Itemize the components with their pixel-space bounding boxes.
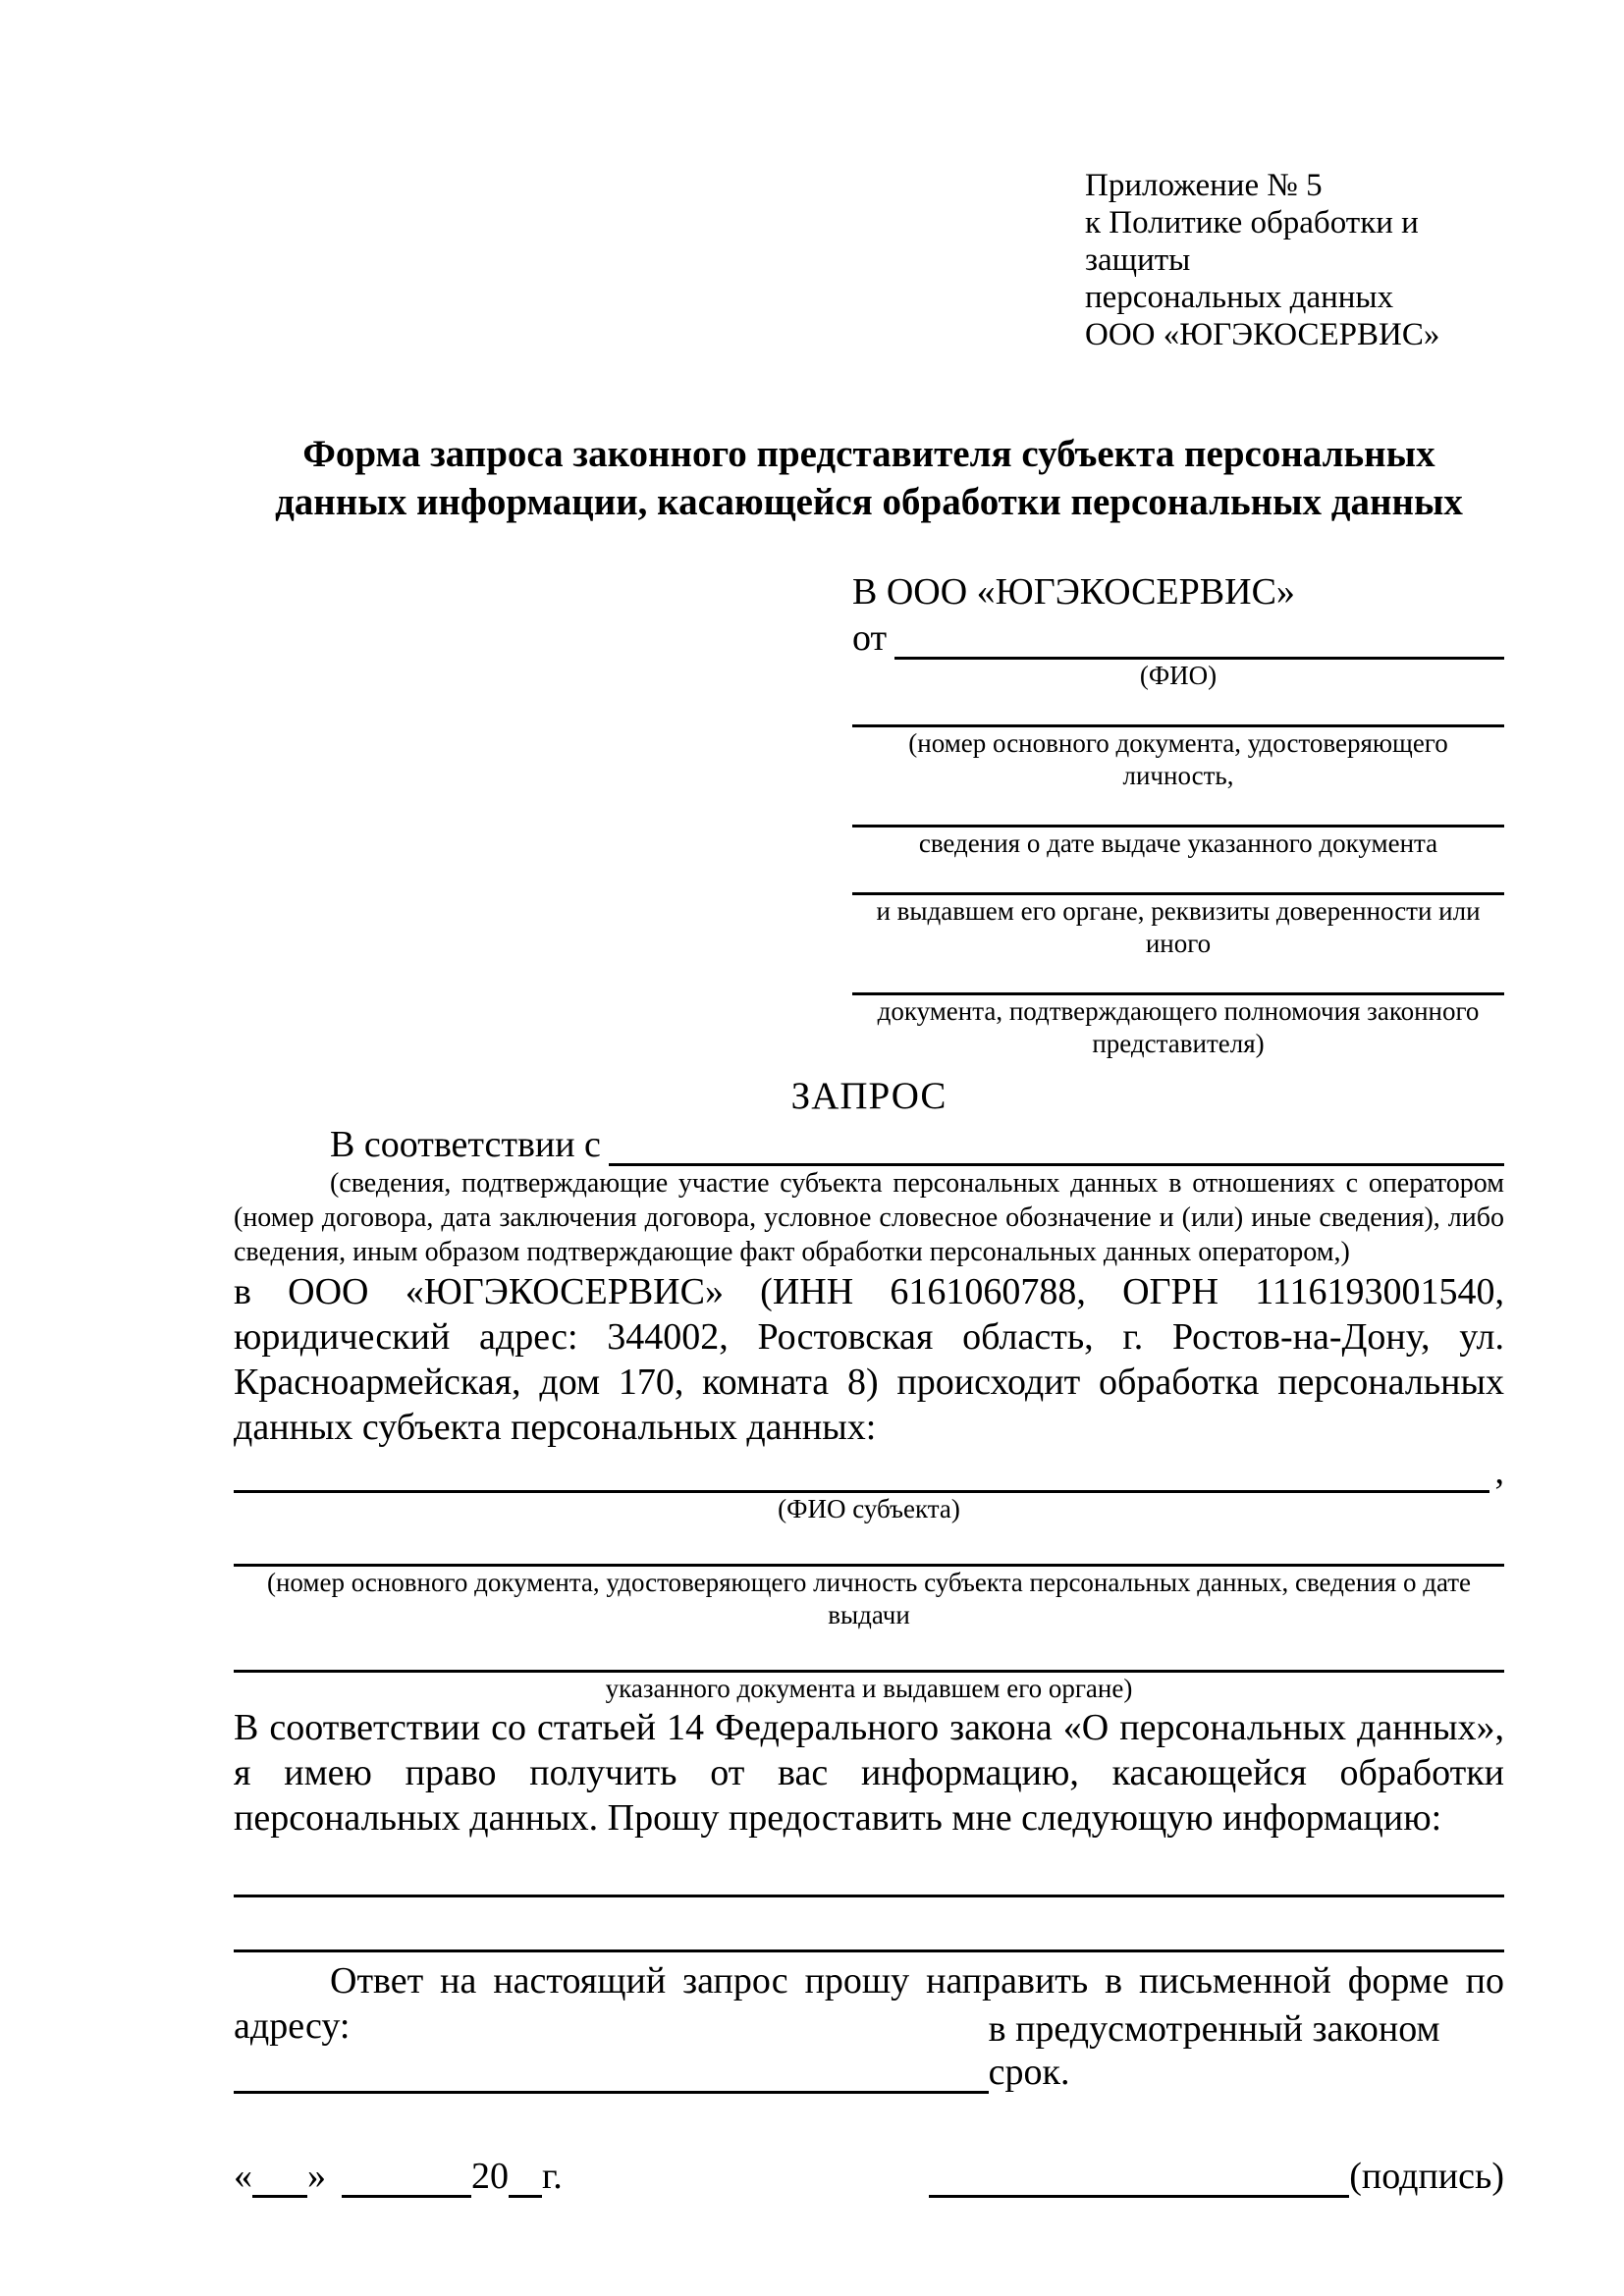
day-blank-field — [252, 2193, 307, 2198]
answer-address-row — [234, 2008, 1504, 2094]
appendix-header-line-1: Приложение № 5 — [1085, 168, 1323, 203]
appendix-header-line-4: ООО «ЮГЭКОСЕРВИС» — [1085, 317, 1440, 352]
date-field — [234, 2155, 563, 2198]
answer-paragraph: Ответ на настоящий запрос прошу направить в письменной форме по адресу: — [234, 1960, 1504, 2047]
from-label: от — [852, 617, 888, 659]
from-row — [852, 614, 1504, 660]
law-paragraph: В соответствии со статьей 14 Федерального закона «О персональных данных», я имею право получить от вас информацию, касающейся обработки персональных данных. Прошу предоставить мне следующую информацию: — [234, 1707, 1504, 1839]
document-number-blank-field — [852, 692, 1504, 727]
authority-document-blank-field — [852, 960, 1504, 995]
document-content — [234, 0, 1504, 2198]
caption-subject-fio: (ФИО субъекта) — [778, 1494, 960, 1523]
year-blank-field — [509, 2193, 542, 2198]
signature-caption: (подпись) — [1349, 2156, 1504, 2197]
year-suffix: г. — [542, 2156, 563, 2197]
appendix-header-line-3: персональных данных — [1085, 280, 1394, 315]
addressee-block — [852, 569, 1504, 1060]
caption-fio: (ФИО) — [1139, 661, 1218, 690]
month-blank-field — [342, 2193, 471, 2198]
caption-subject-document-1: (номер основного документа, удостоверяющего личность субъекта персональных данных, сведения о дате выдачи — [266, 1568, 1472, 1629]
issue-date-blank-field — [852, 792, 1504, 828]
issuing-authority-blank-field — [852, 860, 1504, 895]
accordance-row — [234, 1121, 1504, 1166]
subject-document-blank-field — [234, 1525, 1504, 1567]
signature-field — [929, 2155, 1504, 2198]
accordance-caption: (сведения, подтверждающие участие субъекта персональных данных в отношениях с оператором (номер договора, дата заключения договора, условное словесное обозначение и (или) иные сведения), либо сведения, иным образом подтверждающие факт обработки персональных данных оператором,) — [234, 1168, 1504, 1267]
address-blank-field — [234, 2088, 989, 2094]
signature-blank-field — [929, 2193, 1349, 2198]
subject-document-issue-blank-field — [234, 1631, 1504, 1673]
caption-document-number: (номер основного документа, удостоверяющего личность, — [908, 728, 1448, 790]
date-close-quote: » — [307, 2156, 326, 2197]
answer-tail: в предусмотренный законом срок. — [988, 2008, 1440, 2093]
trailing-comma: , — [1494, 1451, 1504, 1492]
addressee-to: В ООО «ЮГЭКОСЕРВИС» — [852, 571, 1295, 613]
accordance-label: В соответствии с — [330, 1124, 601, 1165]
appendix-header — [1085, 167, 1504, 353]
appendix-header-line-2: к Политике обработки и защиты — [1085, 205, 1419, 278]
date-open-quote: « — [234, 2156, 252, 2197]
caption-authority-document: документа, подтверждающего полномочия законного представителя) — [877, 996, 1480, 1058]
caption-subject-document-2: указанного документа и выдавшем его органе) — [605, 1674, 1133, 1703]
requested-info-blank-field-1 — [234, 1866, 1504, 1897]
footer-row — [234, 2155, 1504, 2198]
request-heading: ЗАПРОС — [790, 1075, 947, 1117]
caption-issue-date: сведения о дате выдаче указанного документа — [918, 828, 1438, 858]
operator-paragraph: в ООО «ЮГЭКОСЕРВИС» (ИНН 6161060788, ОГРН 1116193001540, юридический адрес: 344002, Ростовская область, г. Ростов-на-Дону, ул. Красноармейская, дом 170, комната 8) происходит обработка персональных данных субъекта персональных данных: — [234, 1271, 1504, 1448]
form-title: Форма запроса законного представителя субъекта персональных данных информации, касающейся обработки персональных данных — [275, 433, 1463, 523]
requested-info-blank-field-2 — [234, 1897, 1504, 1952]
year-prefix: 20 — [471, 2156, 509, 2197]
caption-issuing-authority: и выдавшем его органе, реквизиты доверенности или иного — [876, 896, 1481, 958]
subject-fio-row — [234, 1450, 1504, 1493]
